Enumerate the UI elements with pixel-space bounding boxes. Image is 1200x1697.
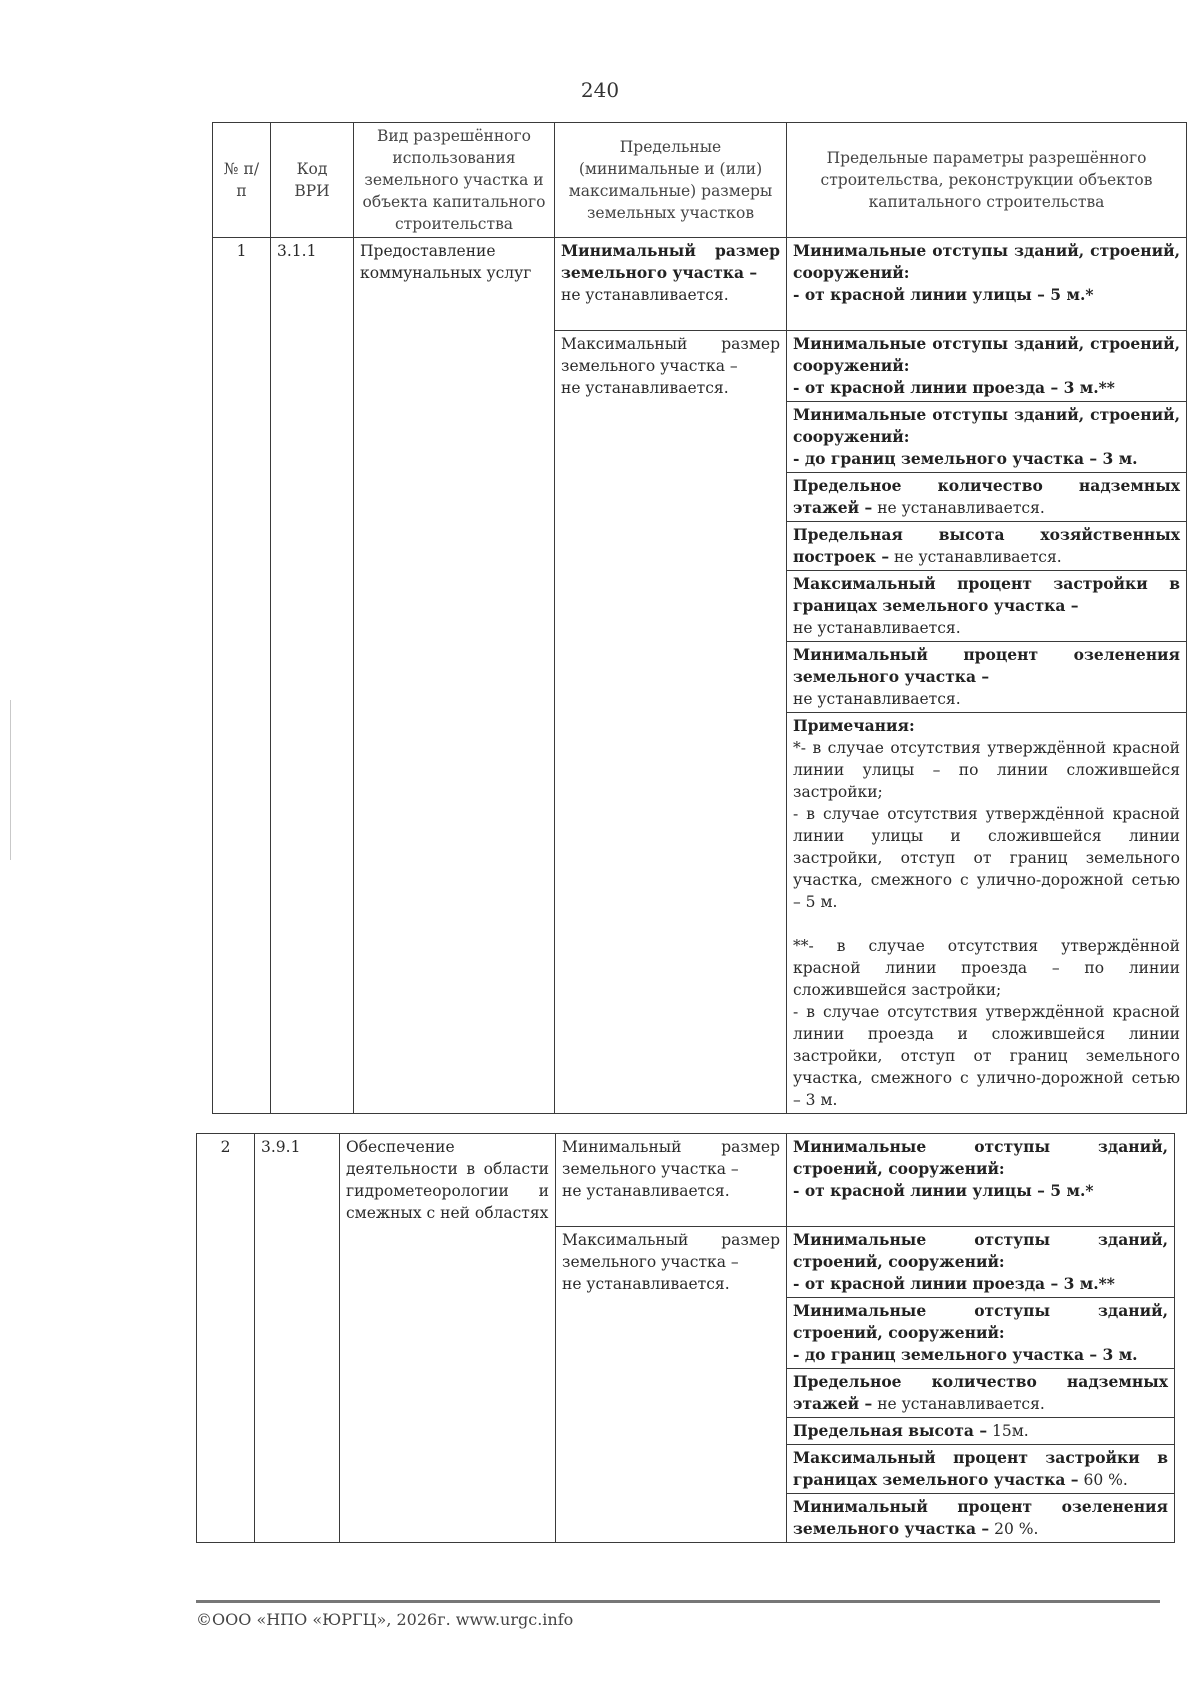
param-value: - от красной линии улицы – 5 м.* — [793, 285, 1094, 304]
param-title: Минимальный процент озеленения земельного участка – — [793, 1497, 1168, 1538]
param-value: не устанавливается. — [894, 548, 1062, 566]
plot-size-cell — [555, 238, 787, 1114]
note-item: *- в случае отсутствия утверждённой красной линии улицы – по линии сложившейся застройки; — [793, 739, 1180, 801]
min-size-title: Минимальный размер земельного участка – — [561, 241, 780, 282]
param-value: - от красной линии улицы – 5 м.* — [793, 1181, 1094, 1200]
row-use-type: Обеспечение деятельности в области гидрометеорологии и смежных с ней областях — [340, 1134, 556, 1543]
row-use-type: Предоставление коммунальных услуг — [354, 238, 555, 1114]
param-title: Предельная высота хозяйственных построек – — [793, 525, 1180, 566]
notes-block — [787, 713, 1186, 1113]
param-title: Предельная высота – — [793, 1421, 988, 1440]
param-value: 60 %. — [1083, 1471, 1128, 1489]
max-size-value: не устанавливается. — [561, 379, 729, 397]
row-num: 1 — [213, 238, 271, 1114]
header-num: № п/п — [213, 123, 271, 238]
row-code: 3.1.1 — [271, 238, 354, 1114]
param-green-percent — [787, 642, 1186, 713]
notes-title: Примечания: — [793, 716, 915, 735]
param-title: Максимальный процент застройки в границах земельного участка – — [793, 1448, 1168, 1489]
param-title: Минимальный процент озеленения земельного участка – — [793, 645, 1180, 686]
table-row — [197, 1134, 1175, 1543]
param-floors — [787, 473, 1186, 522]
param-floors — [787, 1369, 1174, 1418]
footer-copyright: ©ООО «НПО «ЮРГЦ», 2026г. www.urgc.info — [196, 1610, 574, 1629]
max-size-title: Максимальный размер земельного участка – — [562, 1231, 780, 1271]
param-title: Минимальные отступы зданий, строений, сооружений: — [793, 405, 1180, 446]
param-setback-plot-border — [787, 1298, 1174, 1369]
param-title: Минимальные отступы зданий, строений, сооружений: — [793, 241, 1180, 282]
param-title: Максимальный процент застройки в границах земельного участка – — [793, 574, 1180, 615]
header-parameters: Предельные параметры разрешённого строительства, реконструкции объектов капитального строительства — [787, 123, 1187, 238]
param-build-percent — [787, 571, 1186, 642]
param-green-percent — [787, 1494, 1174, 1542]
param-value: не устанавливается. — [793, 690, 961, 708]
param-height — [787, 522, 1186, 571]
param-title: Предельное количество надземных этажей – — [793, 476, 1180, 517]
header-use-type: Вид разрешённого использования земельного участка и объекта капитального строительства — [354, 123, 555, 238]
param-height — [787, 1418, 1174, 1445]
param-value: не устанавливается. — [877, 1395, 1045, 1413]
param-value: - до границ земельного участка – 3 м. — [793, 1345, 1138, 1364]
param-value: - от красной линии проезда – 3 м.** — [793, 1274, 1115, 1293]
parameters-cell — [787, 1134, 1175, 1543]
param-setback-plot-border — [787, 402, 1186, 473]
param-value: не устанавливается. — [793, 619, 961, 637]
max-size-block — [555, 331, 786, 401]
plot-size-cell — [556, 1134, 787, 1543]
footer-divider — [196, 1600, 1160, 1603]
param-build-percent — [787, 1445, 1174, 1494]
param-value: не устанавливается. — [877, 499, 1045, 517]
param-value: 20 %. — [994, 1520, 1039, 1538]
note-item: - в случае отсутствия утверждённой красной линии улицы и сложившейся линии застройки, отступ от границ земельного участка, смежного с улично-дорожной сетью – 5 м. — [793, 805, 1180, 911]
min-size-value: не устанавливается. — [562, 1182, 730, 1200]
max-size-value: не устанавливается. — [562, 1275, 730, 1293]
param-title: Минимальные отступы зданий, строений, сооружений: — [793, 1301, 1168, 1342]
param-setback-street — [787, 238, 1186, 331]
note-item: - в случае отсутствия утверждённой красной линии проезда и сложившейся линии застройки, отступ от границ земельного участка, смежного с улично-дорожной сетью – 3 м. — [793, 1003, 1180, 1109]
param-value: - до границ земельного участка – 3 м. — [793, 449, 1138, 468]
table-row — [213, 238, 1187, 1114]
min-size-value: не устанавливается. — [561, 286, 729, 304]
header-plot-sizes: Предельные (минимальные и (или) максимальные) размеры земельных участков — [555, 123, 787, 238]
max-size-block — [556, 1227, 786, 1297]
regulations-table-part-1 — [212, 122, 1187, 1114]
min-size-block — [556, 1134, 786, 1227]
param-setback-driveway — [787, 1227, 1174, 1298]
max-size-title: Максимальный размер земельного участка – — [561, 335, 780, 375]
param-setback-driveway — [787, 331, 1186, 402]
param-title: Минимальные отступы зданий, строений, сооружений: — [793, 1137, 1168, 1178]
row-code: 3.9.1 — [255, 1134, 340, 1543]
min-size-block — [555, 238, 786, 331]
regulations-table-part-2 — [196, 1133, 1175, 1543]
param-value: 15м. — [992, 1422, 1029, 1440]
header-code: Код ВРИ — [271, 123, 354, 238]
parameters-cell — [787, 238, 1187, 1114]
note-item: **- в случае отсутствия утверждённой красной линии проезда – по линии сложившейся застройки; — [793, 937, 1180, 999]
param-value: - от красной линии проезда – 3 м.** — [793, 378, 1115, 397]
param-title: Минимальные отступы зданий, строений, сооружений: — [793, 1230, 1168, 1271]
min-size-title: Минимальный размер земельного участка – — [562, 1138, 780, 1178]
table-header-row — [213, 123, 1187, 238]
param-setback-street — [787, 1134, 1174, 1227]
param-title: Минимальные отступы зданий, строений, сооружений: — [793, 334, 1180, 375]
row-num: 2 — [197, 1134, 255, 1543]
param-title: Предельное количество надземных этажей – — [793, 1372, 1168, 1413]
scan-artifact-line — [10, 700, 11, 860]
page-number: 240 — [580, 78, 620, 102]
